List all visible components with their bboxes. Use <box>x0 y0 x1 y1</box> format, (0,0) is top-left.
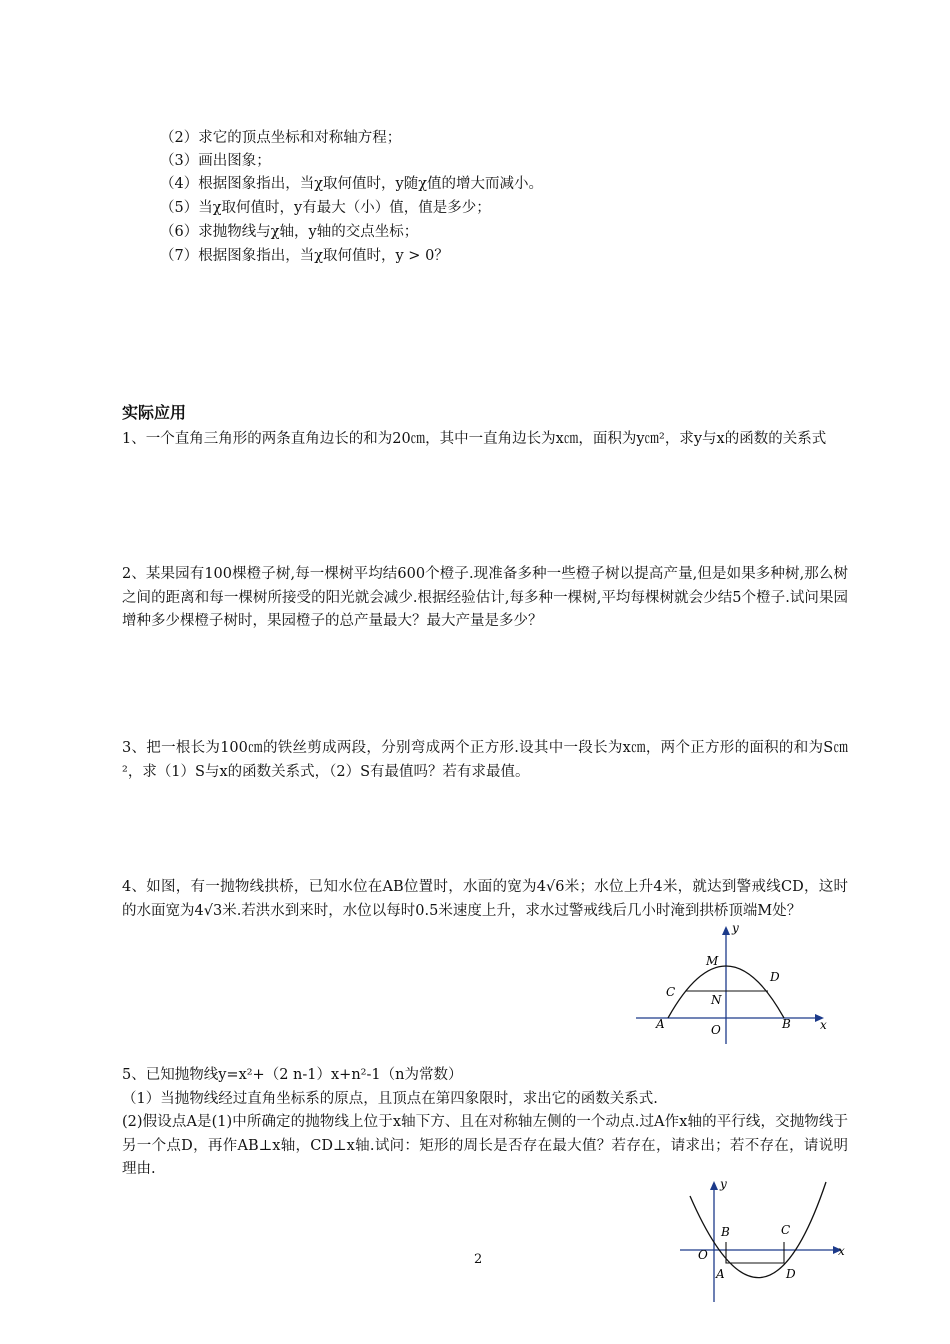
fig2-label-a: A <box>716 1267 725 1281</box>
arch-bridge-figure <box>630 922 840 1052</box>
part-6: （6）求抛物线与χ轴，y轴的交点坐标； <box>160 224 419 240</box>
parabola-rectangle-figure <box>676 1176 856 1306</box>
fig1-label-a: A <box>656 1017 665 1031</box>
fig1-label-y: y <box>732 922 739 935</box>
fig1-label-n: N <box>711 993 722 1007</box>
problem-5-title: 5、已知抛物线y=x²+（2 n-1）x+n²-1（n为常数） <box>122 1067 463 1083</box>
fig1-label-c: C <box>666 985 676 999</box>
fig1-label-b: B <box>782 1017 791 1031</box>
problem-5-part-2: (2)假设点A是(1)中所确定的抛物线上位于x轴下方、且在对称轴左侧的一个动点.过A作x轴的平行线，交抛物线于另一个点D，再作AB⊥x轴，CD⊥x轴.试问：矩形的周长是否存在最大值？若存在，请求出；若不存在，请说明理由. <box>122 1114 848 1177</box>
fig2-label-b: B <box>721 1225 730 1239</box>
fig1-y-arrow <box>722 926 730 935</box>
fig2-rectangle <box>726 1242 784 1263</box>
problem-1: 1、一个直角三角形的两条直角边长的和为20㎝，其中一直角边长为x㎝，面积为y㎝²，求y与x的函数的关系式 <box>122 431 827 447</box>
problem-2: 2、某果园有100棵橙子树,每一棵树平均结600个橙子.现准备多种一些橙子树以提高产量,但是如果多种树,那么树之间的距离和每一棵树所接受的阳光就会减少.根据经验估计,每多种一棵树,平均每棵树就会少结5个橙子.试问果园增种多少棵橙子树时，果园橙子的总产量最大？最大产量是多少？ <box>122 566 848 629</box>
part-3: （3）画出图象； <box>160 153 271 169</box>
part-5: （5）当χ取何值时，y有最大（小）值，值是多少； <box>160 200 491 216</box>
problem-4: 4、如图，有一抛物线拱桥，已知水位在AB位置时，水面的宽为4√6米；水位上升4米，就达到警戒线CD，这时的水面宽为4√3米.若洪水到来时，水位以每时0.5米速度上升，求水过警戒线后几小时淹到拱桥顶端M处？ <box>122 879 848 919</box>
problem-3: 3、把一根长为100㎝的铁丝剪成两段，分别弯成两个正方形.设其中一段长为x㎝，两个正方形的面积的和为S㎝²，求（1）S与x的函数关系式，（2）S有最值吗？若有求最值。 <box>122 740 848 780</box>
section-title: 实际应用 <box>122 403 187 422</box>
fig1-label-o: O <box>711 1023 721 1037</box>
part-7: （7）根据图象指出，当χ取何值时，y > 0？ <box>160 248 449 264</box>
fig2-label-c: C <box>781 1223 791 1237</box>
part-4: （4）根据图象指出，当χ取何值时，y随χ值的增大而减小。 <box>160 176 543 192</box>
fig1-label-x: x <box>820 1018 827 1032</box>
fig1-label-m: M <box>706 954 719 968</box>
fig2-y-arrow <box>710 1181 718 1190</box>
problem-5-part-1: （1）当抛物线经过直角坐标系的原点，且顶点在第四象限时，求出它的函数关系式. <box>122 1091 658 1107</box>
fig2-label-x: x <box>838 1244 845 1258</box>
fig1-label-d: D <box>770 970 780 984</box>
fig2-label-o: O <box>698 1248 708 1262</box>
fig2-label-y: y <box>720 1177 727 1191</box>
page-number: 2 <box>474 1252 483 1267</box>
part-2: （2）求它的顶点坐标和对称轴方程； <box>160 130 402 146</box>
fig2-label-d: D <box>786 1267 796 1281</box>
